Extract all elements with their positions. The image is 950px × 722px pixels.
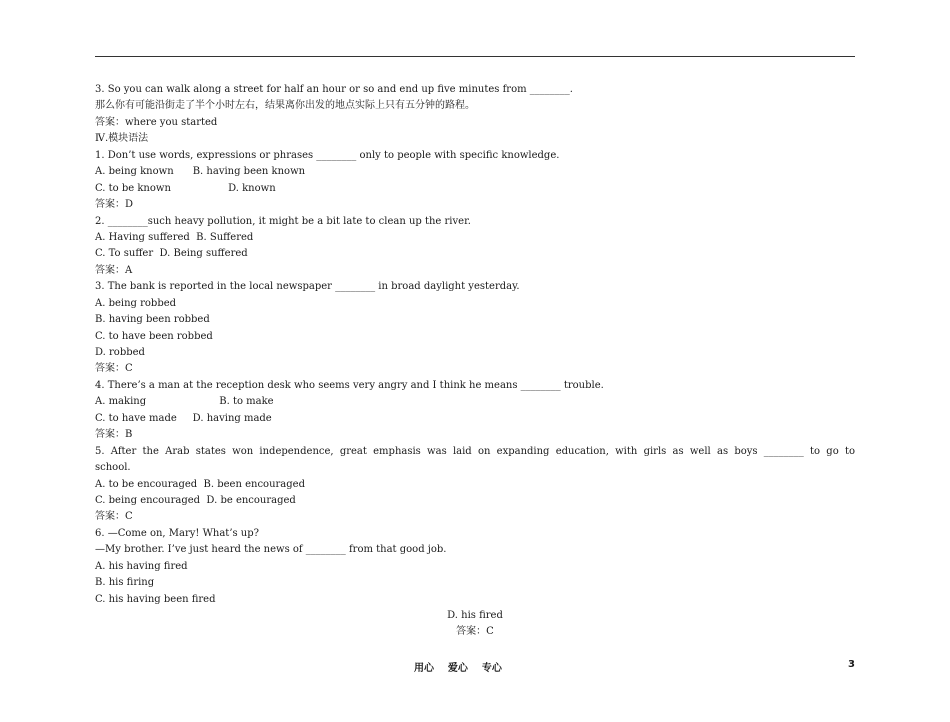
footer-motto: 用心 爱心 专心: [414, 663, 502, 674]
option-line: A. being robbed: [95, 297, 177, 309]
answer-line: 答案：D: [95, 199, 134, 211]
translation-line: 那么你有可能沿街走了半个小时左右，结果离你出发的地点实际上只有五分钟的路程。: [95, 100, 475, 112]
option-line: A. Having suffered B. Suffered: [95, 231, 254, 243]
answer-line: 答案：A: [95, 264, 133, 276]
page-number: 3: [848, 659, 855, 670]
answer-line: 答案：B: [95, 429, 133, 441]
option-line: C. being encouraged D. be encouraged: [95, 494, 296, 506]
question-line: 3. So you can walk along a street for half an hour or so and end up five minutes from ________.: [95, 84, 573, 95]
question-line: 2. ________such heavy pollution, it might be a bit late to clean up the river.: [95, 215, 471, 227]
answer-line: 答案：where you started: [95, 116, 218, 128]
answer-line: 答案：C: [95, 363, 133, 375]
option-line: C. to be known D. known: [95, 182, 276, 194]
question-line-continuation: school.: [95, 462, 131, 474]
answer-line: 答案：C: [456, 626, 494, 638]
option-line: C. his having been fired: [95, 593, 216, 605]
question-line: 1. Don’t use words, expressions or phrases ________ only to people with specific knowledge.: [95, 149, 560, 161]
option-line: D. his fired: [447, 610, 503, 621]
option-line: D. robbed: [95, 347, 145, 358]
section-heading: Ⅳ.模块语法: [95, 133, 149, 145]
question-line: 3. The bank is reported in the local newspaper ________ in broad daylight yesterday.: [95, 281, 520, 293]
dialogue-line: —My brother. I’ve just heard the news of ________ from that good job.: [95, 544, 447, 556]
option-line: A. being known B. having been known: [95, 166, 306, 178]
question-line: 5. After the Arab states won independence, great emphasis was laid on expanding education, with girls as well as boys ________ to go to: [95, 445, 855, 457]
header-rule: [95, 56, 855, 57]
option-line: A. his having fired: [95, 560, 188, 572]
option-line: C. to have been robbed: [95, 330, 213, 342]
option-line: C. To suffer D. Being suffered: [95, 248, 248, 260]
option-line: B. having been robbed: [95, 314, 210, 326]
answer-line: 答案：C: [95, 511, 133, 523]
option-line: A. to be encouraged B. been encouraged: [95, 478, 305, 490]
document-body: [95, 82, 855, 641]
question-line: 4. There’s a man at the reception desk who seems very angry and I think he means ________ trouble.: [95, 379, 604, 391]
option-line: B. his firing: [95, 577, 155, 589]
option-line: C. to have made D. having made: [95, 412, 272, 424]
option-line: A. making B. to make: [95, 396, 274, 408]
question-line: 6. —Come on, Mary! What’s up?: [95, 527, 260, 539]
